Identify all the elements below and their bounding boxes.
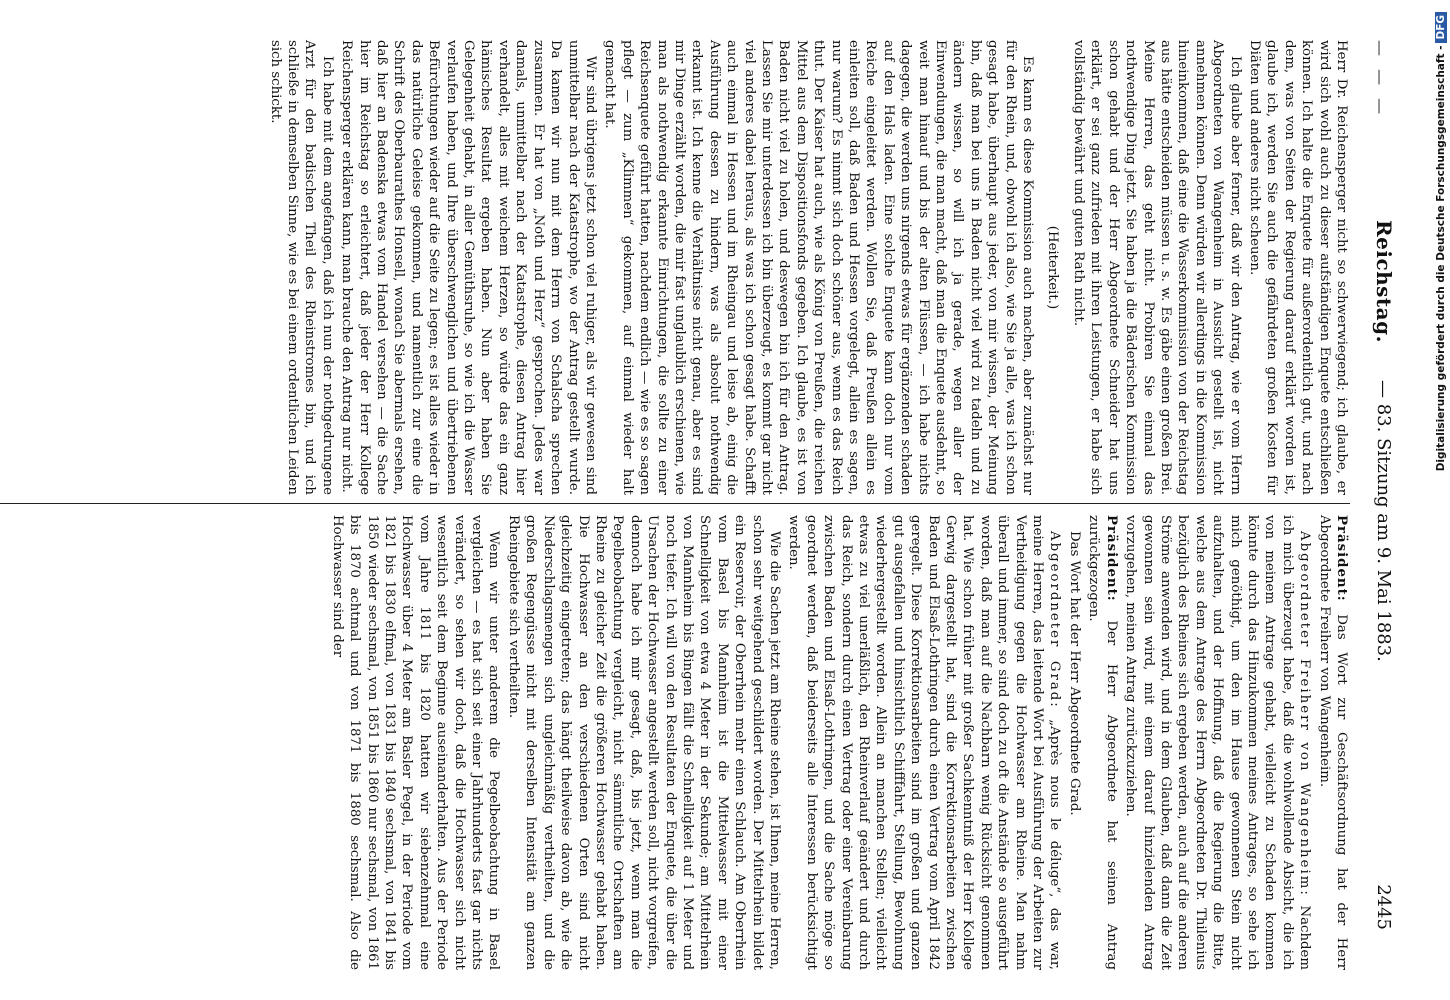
speech-paragraph <box>1122 515 1313 970</box>
left-text-column <box>20 40 1350 495</box>
header-dashes: — — — <box>1371 40 1390 119</box>
paragraph: Ich glaube aber ferner, daß wir den Antrag, wie er vom Herrn Abgeordneten von Wangenheim in Aussicht gestellt ist, nicht annehmen können. Denn würden wir allerdings in die Kommission hineinkommen, daß eine die Wasserkommission von der Reichstag aus hätte entscheiden müssen u. s. w. Es gäbe einen großen Brei. Meine Herren, das geht nicht. Probiren Sie einmal das nothwendige Ding jetzt. Sie haben ja die Bäderischen Kommission schon gehabt und der Herr Abgeordnete Schneider hat uns erklärt, er sei ganz zufrieden mit ihren Leistungen, er habe sich vollständig bewährt und guten Rath nicht. <box>1070 40 1243 495</box>
speaker-name: Präsident: <box>1103 515 1119 602</box>
session-title: — 83. Sitzung am 9. Mai 1883. <box>1373 380 1394 662</box>
page-header <box>1362 40 1400 960</box>
publication-title: Reichstag. <box>1372 220 1396 344</box>
paragraph: Wir sind übrigens jetzt schon viel ruhiger, als wir gewesen sind unmittelbar nach der Katastrophe, wo der Antrag gestellt wurde. Da kamen wir nun mit dem Herrn von Schalscha sprechen zusammen. Er hat von „Noth und Herz“ gesprochen. Jedes war damals, unmittelbar nach der Katastrophe, diesen Antrag hier verhandelt, alles mit weichem Herzen, so würde das ein ganz hämisches Resultat ergeben haben. Nun aber haben Sie Gelegenheit gehabt, in aller Gemüthsruhe, so wie ich die Wasser verlaufen haben, und Ihre überschwenglichen und übertriebenen Befürchtungen wieder auf die Seite zu legen; es ist alles wieder in das natürliche Geleise gekommen, und namentlich zur eine die Schrift des Oberbaurathes Honsell, wonach Sie abermals ersehen, daß hier an Badenska etwas vom Handel versehen — die Sache hier im Reichstag so erleichtert, daß jeder der Herr Kollege Reichensperger erklären kann, man brauche den Antrag nur nicht. <box>339 40 598 495</box>
paragraph: Das Wort hat der Herr Abgeordnete Grad. <box>1066 531 1082 816</box>
column-divider <box>0 503 1350 504</box>
speech-text: Der Herr Abgeordnete hat seinen Antrag zurückgezogen. <box>1086 515 1119 970</box>
interjection: (Heiterkeit.) <box>1045 225 1061 310</box>
speech-paragraph <box>1315 515 1350 970</box>
paragraph: Herr Dr. Reichensperger nicht so schwerwiegend; ich glaube, er wird sich wohl auch zu dieser aufständigen Enquete entschließen können. Ich halte die Enquete für außerordentlich gut, und nach dem, was von Seiten der Regierung darauf erklärt worden ist, glaube ich, werden Sie auch die gefährdeten großen Kosten für Diäten und anderes nicht scheuen. <box>1246 40 1349 495</box>
paragraph: Ich habe mit dem angefangen, daß ich nun der nothgedrungene Arzt für den badischen Theil des Rheinstromes bin, und ich schließe in demselben Sinne, wie es bei einem ordentlichen Leiden sich schickt. <box>267 40 335 495</box>
speaker-name: Abgeordneter Freiherr von Wangenheim: <box>1297 531 1313 897</box>
speech-paragraph <box>785 515 1064 970</box>
speech-text: „Après nous le déluge“, das war, meine Herren, das leitende Wort bei Ausführung der Arbeiten zur Vertheidigung gegen die Hochwasser am Rheine. Man nahm überall und immer, so sind doch zu oft die Anstände so ausgeführt worden, daß man auf die Nachbarn wenig Rücksicht genommen hat. Wie schon früher mit großer Sachkenntniß der Herr Kollege Gerwig dargestellt hat, sind die Korrektionsarbeiten zwischen Baden und Elsaß-Lothringen durch einen Vertrag vom April 1842 geregelt. Diese Korrektionsarbeiten sind im großen und ganzen gut ausgefallen und hinsichtlich Schifffahrt, Stellung, Bewohnung wiederhergestellt worden. Allein an manchen Stellen; vielleicht etwas zu viel unerläßlich, den Rheinverlauf geändert und durch das Reich, sondern durch einen Vertrag oder einer Vereinbarung zwischen Baden und Elsaß-Lothringen, und die Sache möge so geordnet werden, daß beiderseits alle Interessen berücksichtigt werden. <box>786 515 1063 971</box>
paragraph: Wenn wir unter anderem die Pegelbeobachtung in Basel vergleichen — es hat sich seit einer Jahrhunderts fast gar nichts verändert, so sehen wir doch, daß die Hochwasser sich nicht wesentlich seit dem Beginne auseinanderhalten. Aus der Periode vom Jahre 1811 bis 1820 hatten wir siebenzehnmal eine Hochwasser über 4 Meter am Basler Pegel, in der Periode vom 1821 bis 1830 elfmal, von 1831 bis 1840 sechsmal, von 1841 bis 1850 wieder sechsmal, von 1851 bis 1860 nur sechsmal, von 1861 bis 1870 achtmal und von 1871 bis 1880 sechsmal. Also die Hochwasser sind der <box>329 515 502 970</box>
footer-credit <box>1432 0 1450 1000</box>
paragraph: Es kann es diese Kommission auch machen, aber zunächst nur für den Rhein, und, obwohl ich also, wie Sie ja alle, was ich schon gesagt habe, überhaupt aus jeder, von mir wissen, der Meinung bin, daß man bei uns in Baden nicht viel wird zu tadeln und zu ändern wissen, so will ich ja gerade, wegen aller der Einwendungen, die man macht, daß man die Enquete ausdehnt, so weit man hinauf und bis der alten Flüssen, — ich habe nichts dagegen, die werden uns nirgends etwas für ergänzenden schaden auf den Hals laden. Eine solche Enquete kann doch nur vom Reiche eingeleitet werden. Wollen Sie, daß Preußen allein es einleiten soll, daß Baden und Hessen vorgelegt, allein es sagen, nur warum? Es nimmt sich doch schöner aus, wenn es das Reich thut. Der Kaiser hat auch, wie als König von Preußen, die reichen Mittel aus dem Dispositionsfonds gegeben. Ich glaube, es ist von Baden nicht viel zu holen, und deswegen bin ich für den Antrag. Lassen Sie mir unterdessen ich bin überzeugt, es kommt gar nicht viel anderes dabei heraus, als was ich schon gesagt habe. Schafft auch einmal in Hessen und im Rheingau und leise ab, einig die Ausführung dessen zu hindern, was als absolut nothwendig erkannt ist. Ich kenne die Verhältnisse nicht genau, aber es sind mir Dinge erzählt worden, die mir fast unglaublich erschienen, wie man als nothwendig erkannte Einrichtungen, die sollte zu einer Reichsenquete geführt hatten, nachdem endlich — wie es so sagen pflegt — zum „Klimmen“ gekommen, auf einmal wieder halt gemacht hat. <box>602 40 1036 495</box>
digitization-footer <box>1414 0 1447 1000</box>
speech-paragraph <box>1085 515 1120 970</box>
speech-text: Nachdem ich mich überzeugt habe, daß die wohlwollende Absicht, die ich von meinem Antrage gehabt, vielleicht zu Schaden kommen könnte durch das Hinzukommen meines Antrages, so sehe ich mich genöthigt, um den im Hause gewonnenen Stein nicht aufzuhalten, und der Hoffnung, daß die Regierung die Bitte, welche aus dem Antrage des Herrn Abgeordneten Dr. Thilenius bezüglich des Rheines sich ergeben werden, auch auf die anderen Ströme anwenden wird, und in dem Glauben, daß dann die Zeit gewonnen sein wird, mit einem darauf hinzielenden Antrag vorzugehen, meinen Antrag zurückzuziehen. <box>1123 515 1313 971</box>
speaker-name: Abgeordneter Grad: <box>1047 531 1063 709</box>
speaker-name: Präsident: <box>1334 515 1349 602</box>
paragraph: Wie die Sachen jetzt am Rheine stehen, ist Ihnen, meine Herren, schon sehr weitgehend geschildert worden. Der Mittelrhein bildet ein Reservoir, der Oberrhein mehr einen Schlauch. Am Oberrhein vom Basel bis Mannheim ist die Mittelwasser mit einer Schnelligkeit von etwa 4 Meter in der Sekunde; am Mittelrhein von Mannheim bis Bingen fällt die Schnelligkeit auf 1 Meter und noch tiefer. Ich will von den Resultaten der Enquete, die über die Ursachen der Hochwasser angestellt werden soll, nicht vorgreifen, dennoch habe ich mir gesagt, daß, bis jetzt, wenn man die Pegelbeobachtung vergleicht, nicht sämmtliche Ortschaften am Rheine zu gleicher Zeit die größeren Hochwasser gehabt haben. Die Hochwasser an den verschiedenen Orten sind nicht gleichzeitig eingetreten; das hängt theilweise davon ab, wie die Niederschlagsmengen sich ungleichmäßig vertheilten, und die großen Regengüsse nicht mit derselben Intensität am ganzen Rheingebiete sich vertheilten. <box>505 515 782 970</box>
credit-text: Digitalisierung gefördert durch die Deutsche Forschungsgemeinschaft - <box>1435 45 1447 472</box>
speech-text: Das Wort zur Geschäftsordnung hat der Herr Abgeordnete Freiherr von Wangenheim. <box>1316 515 1349 970</box>
dfg-logo: DFG <box>1435 12 1447 43</box>
right-text-column <box>20 515 1350 970</box>
page-number: 2445 <box>1373 884 1394 930</box>
